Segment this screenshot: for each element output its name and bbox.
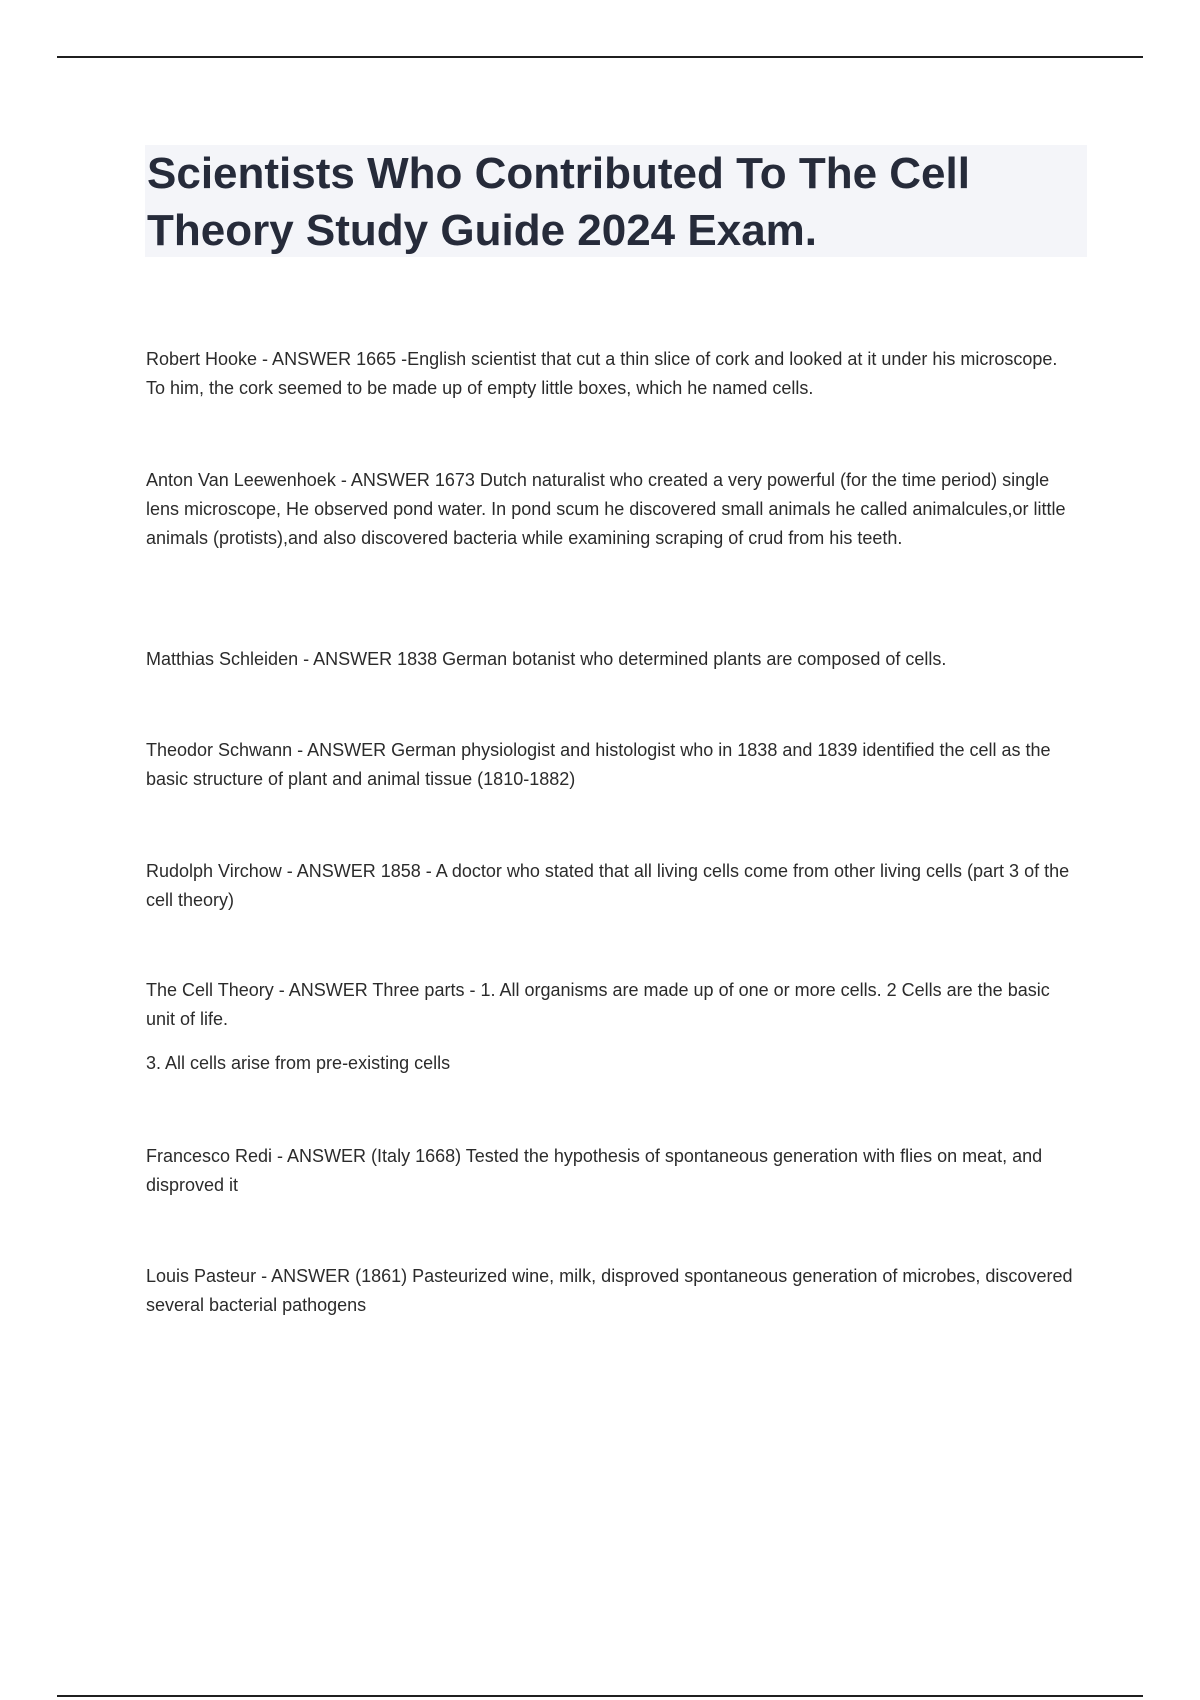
entry-text: Robert Hooke - ANSWER 1665 -English scientist that cut a thin slice of cork and looked at it under his microscope. To him, the cork seemed to be made up of empty little boxes, which he named cells. [146,349,1058,398]
entry-robert-hooke [146,345,1081,403]
entry-text: Theodor Schwann - ANSWER German physiologist and histologist who in 1838 and 1839 identified the cell as the basic structure of plant and animal tissue (1810-1882) [146,740,1051,789]
entry-text: Rudolph Virchow - ANSWER 1858 - A doctor who stated that all living cells come from other living cells (part 3 of the cell theory) [146,861,1070,910]
entry-text: Anton Van Leewenhoek - ANSWER 1673 Dutch naturalist who created a very powerful (for the time period) single lens microscope, He observed pond water. In pond scum he discovered small animals he called animalcules,or little animals (protists),and also discovered bacteria while examining scraping of crud from his teeth. [146,470,1066,548]
entry-extra-text: 3. All cells arise from pre-existing cells [146,1053,451,1073]
entry-text: Francesco Redi - ANSWER (Italy 1668) Tested the hypothesis of spontaneous generation with flies on meat, and disproved it [146,1146,1043,1195]
page-title: Scientists Who Contributed To The Cell Theory Study Guide 2024 Exam. [147,149,970,255]
entry-text: The Cell Theory - ANSWER Three parts - 1. All organisms are made up of one or more cells. 2 Cells are the basic unit of life. [146,980,1050,1029]
entry-anton-van-leewenhoek [146,466,1081,553]
entry-cell-theory [146,976,1081,1078]
entry-theodor-schwann [146,736,1081,794]
top-rule [57,56,1143,58]
entry-louis-pasteur [146,1262,1081,1320]
bottom-rule [57,1695,1143,1697]
entry-text: Louis Pasteur - ANSWER (1861) Pasteurized wine, milk, disproved spontaneous generation of microbes, discovered several bacterial pathogens [146,1266,1073,1315]
entry-matthias-schleiden [146,645,946,674]
entry-francesco-redi [146,1142,1081,1200]
entry-rudolph-virchow [146,857,1081,915]
entry-text: Matthias Schleiden - ANSWER 1838 German botanist who determined plants are composed of cells. [146,649,947,669]
